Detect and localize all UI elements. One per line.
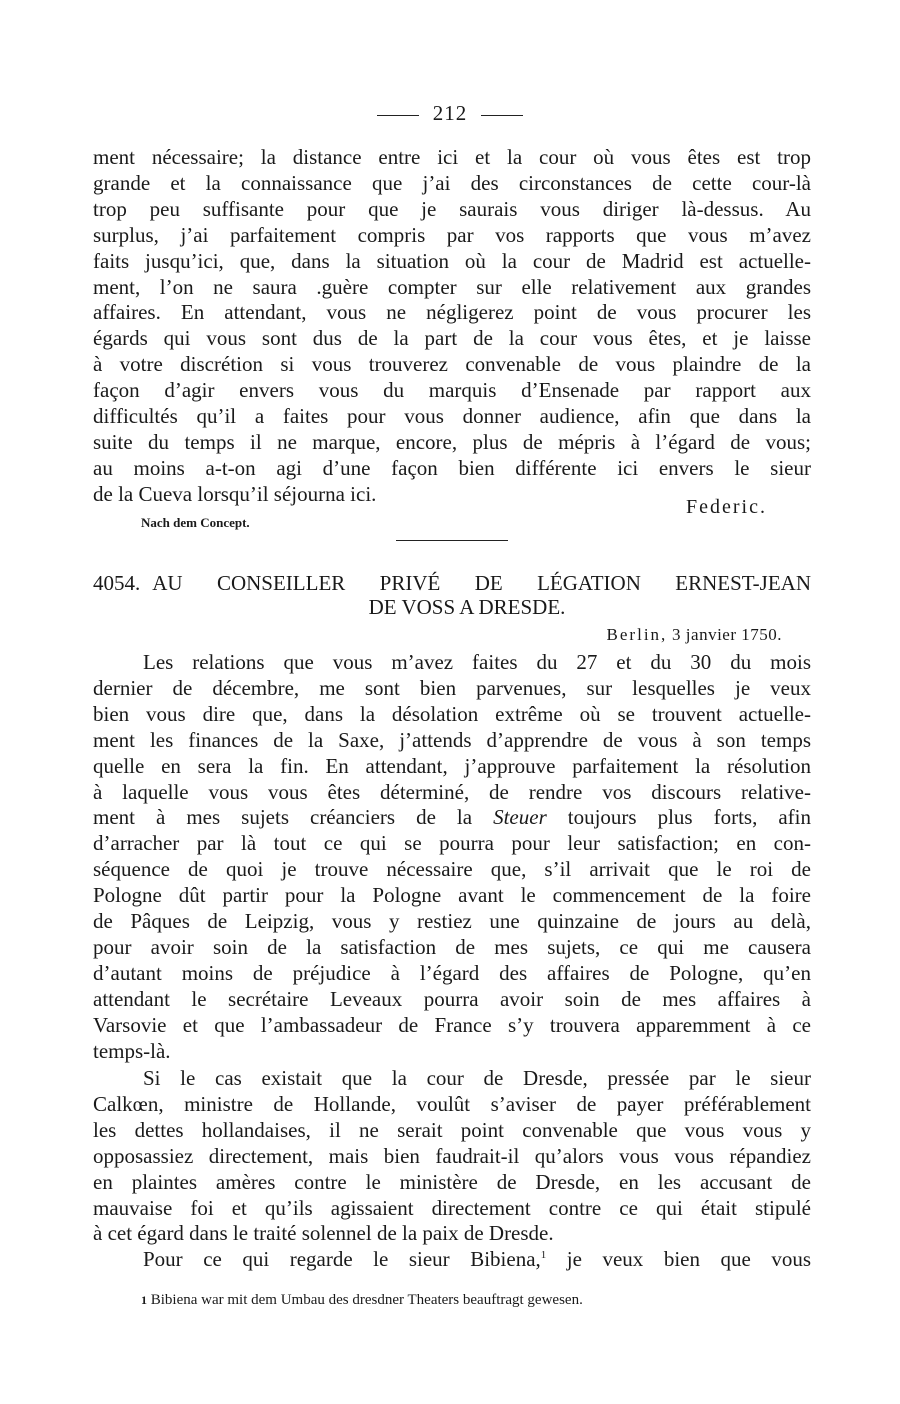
- footnote-ref: 1: [540, 1249, 547, 1261]
- text-line: quelle en sera la fin. En attendant, j’approuve parfaitement la résolution: [93, 753, 811, 778]
- letter-continuation: [93, 145, 811, 508]
- text-line: égards qui vous sont dus de la part de la cour vous êtes, et je laisse: [93, 326, 811, 351]
- steuer-term: Steuer: [493, 805, 547, 830]
- paragraph-text-after: je veux bien que vous: [546, 1247, 812, 1271]
- source-note: Nach dem Concept.: [141, 515, 250, 530]
- dateline: [0, 625, 782, 645]
- text-line: bien vous dire que, dans la désolation extrême où se trouvent actuelle-: [93, 701, 811, 726]
- text-line: au moins a-t-on agi d’une façon bien différente ici envers le sieur: [93, 455, 811, 480]
- text-line: trop peu suffisante pour que je saurais vous diriger là-dessus. Au: [93, 196, 811, 221]
- document-heading: [93, 571, 811, 619]
- header-dash-right: [481, 115, 523, 116]
- text-line: en plaintes amères contre le ministère de Dresde, en les accusant de: [93, 1169, 811, 1194]
- text-line: ment les finances de la Saxe, j’attends d’apprendre de vous à son temps: [93, 727, 811, 752]
- text-line: ment, l’on ne saura .guère compter sur elle relativement aux grandes: [93, 274, 811, 299]
- letter-paragraph-3: [93, 1247, 811, 1273]
- signature: Federic.: [686, 496, 767, 518]
- steuer-line-text: ment à mes sujets créanciers de la Steuer toujours plus forts, afin: [93, 805, 812, 830]
- text-line: mauvaise foi et qu’ils agissaient directement contre ce qui était stipulé: [93, 1195, 811, 1220]
- page-number: 212: [432, 101, 468, 125]
- text-line: opposassiez directement, mais bien faudrait-il qu’alors vous vous répandiez: [93, 1143, 811, 1168]
- letter-paragraph-2: [93, 1066, 811, 1247]
- text-line: d’arracher par là tout ce qui se pourra pour leur satisfaction; en con-: [93, 831, 811, 856]
- text-line: [93, 1247, 811, 1273]
- text-line: à laquelle vous vous êtes déterminé, de rendre vos discours relative-: [93, 779, 811, 804]
- text-line: séquence de quoi je trouve nécessaire que, s’il arrivait que le roi de: [93, 857, 811, 882]
- text-line: affaires. En attendant, vous ne négligerez point de vous procurer les: [93, 300, 811, 325]
- text-line: pour avoir soin de la satisfaction de mes sujets, ce qui me causera: [93, 934, 811, 959]
- text-line: attendant le secrétaire Leveaux pourra avoir soin de mes affaires à: [93, 986, 811, 1011]
- text-line: les dettes hollandaises, il ne serait point convenable que vous vous y: [93, 1117, 811, 1142]
- text-line: d’autant moins de préjudice à l’égard des affaires de Pologne, qu’en: [93, 960, 811, 985]
- footnote: [141, 1292, 761, 1309]
- text-line: surplus, j’ai parfaitement compris par vos rapports que vous m’avez: [93, 222, 811, 247]
- text-line: à cet égard dans le traité solennel de la paix de Dresde.: [93, 1221, 554, 1246]
- dateline-place: Berlin,: [606, 625, 668, 644]
- header-dash-left: [377, 115, 419, 116]
- footnote-text: Bibiena war mit dem Umbau des dresdner Theaters beauftragt gewesen.: [150, 1292, 583, 1308]
- dateline-date: 3 janvier 1750.: [672, 625, 782, 644]
- page-header: [0, 101, 900, 126]
- text-line-steuer: [93, 805, 811, 831]
- text-line: grande et la connaissance que j’ai des circonstances de cette cour-là: [93, 170, 811, 195]
- text-line: à votre discrétion si vous trouverez convenable de vous plaindre de la: [93, 352, 811, 377]
- section-separator: [396, 540, 508, 541]
- text-line: Les relations que vous m’avez faites du 27 et du 30 du mois: [143, 650, 811, 674]
- footnote-marker: 1: [141, 1293, 147, 1307]
- heading-title: AU CONSEILLER PRIVÉ DE LÉGATION ERNEST-JEAN: [152, 571, 811, 595]
- heading-line-2: DE VOSS A DRESDE.: [368, 595, 566, 619]
- text-line: ment nécessaire; la distance entre ici et la cour où vous êtes est trop: [93, 145, 811, 169]
- text-line: suite du temps il ne marque, encore, plus de mépris à l’égard de vous;: [93, 429, 811, 454]
- paragraph-text: Pour ce qui regarde le sieur Bibiena,: [143, 1247, 541, 1271]
- text-line: de la Cueva lorsqu’il séjourna ici.: [93, 481, 377, 506]
- text-line: temps-là.: [93, 1038, 171, 1063]
- text-line: Pologne dût partir pour la Pologne avant le commencement de la foire: [93, 883, 811, 908]
- text-line: faits jusqu’ici, que, dans la situation où la cour de Madrid est actuelle-: [93, 248, 811, 273]
- text-line: dernier de décembre, me sont bien parvenues, sur lesquelles je veux: [93, 675, 811, 700]
- text-line: Calkœn, ministre de Hollande, voulût s’aviser de payer préférablement: [93, 1091, 811, 1116]
- heading-line-1: [93, 571, 811, 595]
- text-line: de Pâques de Leipzig, vous y restiez une quinzaine de jours au delà,: [93, 909, 811, 934]
- text-line: Si le cas existait que la cour de Dresde, pressée par le sieur: [143, 1066, 811, 1090]
- text-line: façon d’agir envers vous du marquis d’Ensenade par rapport aux: [93, 378, 811, 403]
- letter-paragraph-1: [93, 650, 811, 1065]
- text-line: Varsovie et que l’ambassadeur de France s’y trouvera apparemment à ce: [93, 1012, 811, 1037]
- text-line: difficultés qu’il a faites pour vous donner audience, afin que dans la: [93, 404, 811, 429]
- document-number: 4054.: [93, 571, 141, 595]
